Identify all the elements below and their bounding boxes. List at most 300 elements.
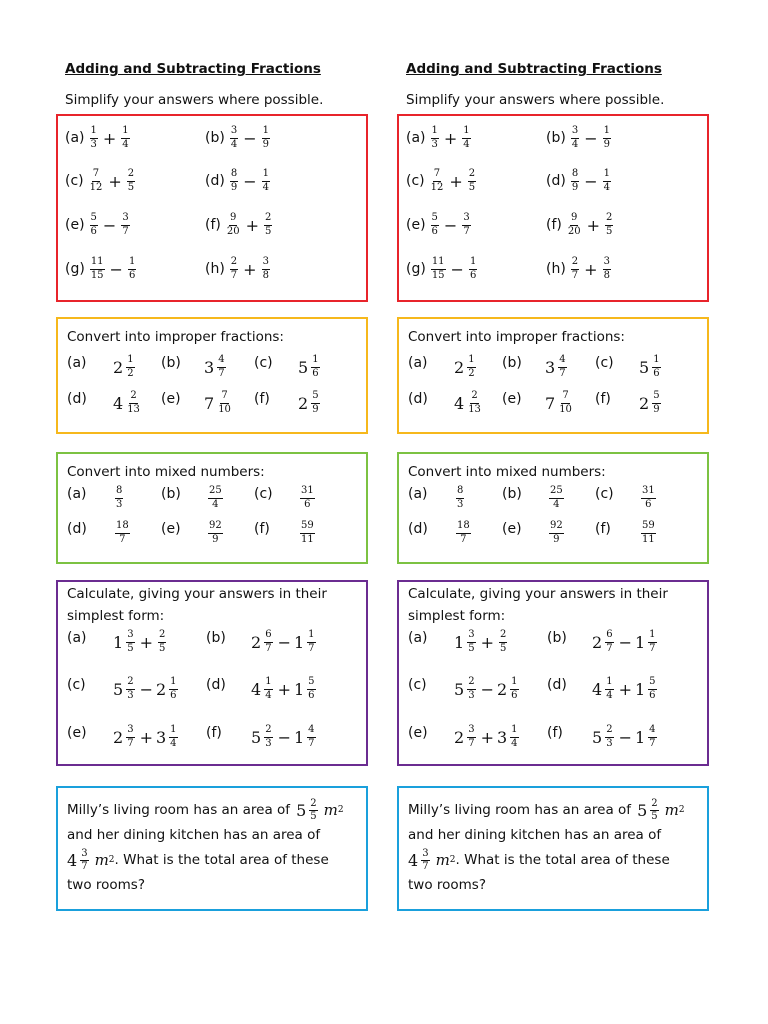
denominator: 4 [230, 138, 238, 150]
denominator: 4 [265, 689, 272, 701]
denominator: 6 [645, 498, 652, 510]
question-item [546, 169, 613, 193]
question-label: (d) [547, 677, 567, 693]
denominator: 10 [559, 403, 572, 415]
denominator: 4 [571, 138, 579, 150]
section-heading-line1: Calculate, giving your answers in their [408, 586, 668, 602]
denominator: 6 [511, 689, 518, 701]
unit-power: 2 [337, 805, 344, 815]
question-item [408, 391, 431, 407]
question-label: (d) [408, 391, 428, 407]
numerator: 1 [431, 126, 439, 139]
denominator: 4 [212, 498, 219, 510]
mixed-number [204, 355, 228, 379]
line3-text: . What is the total area of these [114, 852, 329, 868]
denominator: 4 [262, 181, 269, 193]
fraction [90, 213, 98, 237]
numerator: 3 [121, 213, 129, 226]
mixed-number [592, 725, 616, 749]
word-problem-line2: and her dining kitchen has an area of [67, 827, 321, 843]
denominator: 3 [265, 737, 272, 749]
denominator: 7 [119, 533, 126, 545]
whole-number: 2 [298, 393, 309, 413]
question-item [67, 630, 90, 646]
question-item [546, 257, 613, 281]
denominator: 2 [468, 367, 475, 379]
area2-fraction [421, 849, 429, 873]
numerator: 59 [641, 521, 656, 534]
whole-number: 2 [155, 679, 167, 699]
mixed-number [592, 677, 616, 701]
question-label: (e) [406, 217, 426, 233]
word-problem-line2: and her dining kitchen has an area of [408, 827, 662, 843]
question-item [161, 391, 184, 407]
question-label: (b) [502, 355, 522, 371]
whole-number: 2 [592, 632, 603, 652]
question-item [65, 257, 138, 281]
fraction [468, 169, 476, 193]
fraction [217, 355, 225, 379]
fraction [264, 725, 272, 749]
whole-number: 7 [545, 393, 556, 413]
whole-number: 1 [293, 679, 305, 699]
improper-fraction [639, 486, 658, 510]
question-item [406, 126, 473, 150]
improper-fraction [547, 486, 566, 510]
numerator: 92 [208, 521, 223, 534]
mixed-number [113, 725, 137, 749]
denominator: 13 [127, 403, 140, 415]
line1-text: Milly’s living room has an area of [67, 802, 291, 818]
denominator: 5 [265, 225, 272, 237]
denominator: 15 [90, 269, 104, 281]
area1-numerator: 2 [650, 799, 658, 812]
fraction [90, 257, 105, 281]
question-item [67, 725, 90, 741]
denominator: 7 [460, 533, 467, 545]
numerator: 18 [115, 521, 130, 534]
question-label: (c) [595, 355, 614, 371]
question-item [205, 257, 272, 281]
numerator: 1 [262, 169, 270, 182]
fraction [264, 213, 272, 237]
question-label: (e) [502, 521, 522, 537]
mixed-number [497, 725, 521, 749]
mixed-number [639, 391, 663, 415]
mixed-number [156, 677, 180, 701]
expression [251, 630, 318, 654]
section-heading: Convert into improper fractions: [408, 329, 625, 345]
operator: + [480, 632, 494, 652]
area2-numerator: 3 [421, 849, 429, 862]
mixed-number [251, 725, 275, 749]
whole-number: 4 [251, 679, 262, 699]
whole-number: 5 [113, 679, 124, 699]
fraction [230, 257, 238, 281]
fraction [121, 126, 129, 150]
question-item [502, 486, 525, 502]
area1-denominator: 5 [651, 811, 658, 822]
expression [592, 630, 659, 654]
area2-denominator: 7 [422, 861, 429, 872]
whole-number: 1 [634, 727, 646, 747]
denominator: 11 [301, 533, 314, 545]
mixed-number [497, 630, 509, 654]
denominator: 6 [304, 498, 311, 510]
numerator: 1 [262, 126, 270, 139]
question-item [161, 486, 184, 502]
mixed-number [113, 630, 137, 654]
question-label: (c) [595, 486, 614, 502]
question-label: (e) [161, 521, 181, 537]
numerator: 31 [641, 486, 656, 499]
numerator: 1 [605, 677, 613, 690]
fraction [641, 521, 656, 545]
question-item [408, 521, 431, 537]
operator: + [102, 128, 117, 148]
mixed-number [294, 725, 318, 749]
numerator: 5 [431, 213, 439, 226]
numerator: 2 [264, 725, 272, 738]
fraction [300, 521, 315, 545]
fraction [115, 486, 123, 510]
question-label: (c) [408, 677, 427, 693]
question-label: (e) [65, 217, 85, 233]
numerator: 2 [264, 213, 272, 226]
mixed-number [294, 630, 318, 654]
mixed-number [639, 355, 663, 379]
fraction [605, 630, 613, 654]
mixed-number [635, 630, 659, 654]
denominator: 4 [603, 181, 610, 193]
mixed-number [251, 677, 275, 701]
section-heading-line2: simplest form: [408, 608, 506, 624]
fraction [90, 126, 98, 150]
question-label: (b) [547, 630, 567, 646]
fraction [467, 391, 482, 415]
fraction [462, 213, 470, 237]
section-word-problem [56, 786, 368, 911]
fraction [567, 213, 582, 237]
fraction [262, 126, 270, 150]
expression [113, 630, 168, 654]
fraction [456, 521, 471, 545]
numerator: 25 [549, 486, 564, 499]
operator: − [277, 632, 291, 652]
question-item [67, 677, 89, 693]
question-label: (a) [406, 130, 426, 146]
denominator: 7 [649, 737, 656, 749]
question-item [254, 391, 273, 407]
denominator: 9 [212, 533, 219, 545]
question-label: (g) [65, 261, 85, 277]
fraction [648, 630, 656, 654]
numerator: 1 [169, 677, 177, 690]
operator: + [245, 215, 259, 235]
word-problem-text [67, 798, 367, 898]
word-problem-line4: two rooms? [67, 877, 146, 893]
mixed-number [204, 391, 234, 415]
word-problem-line4: two rooms? [408, 877, 487, 893]
expression [113, 725, 180, 749]
denominator: 7 [468, 737, 475, 749]
numerator: 3 [126, 630, 134, 643]
expression [592, 725, 659, 749]
word-problem-line3 [67, 848, 367, 873]
fraction [431, 126, 439, 150]
numerator: 1 [128, 257, 136, 270]
fraction [652, 391, 660, 415]
line1-text: Milly’s living room has an area of [408, 802, 632, 818]
denominator: 5 [468, 642, 475, 654]
operator: − [277, 727, 291, 747]
section-mixed [56, 452, 368, 564]
numerator: 11 [90, 257, 105, 270]
denominator: 3 [457, 498, 464, 510]
numerator: 18 [456, 521, 471, 534]
fraction [549, 521, 564, 545]
denominator: 6 [90, 225, 97, 237]
numerator: 5 [90, 213, 98, 226]
fraction [648, 725, 656, 749]
numerator: 7 [561, 391, 569, 404]
question-item [546, 213, 615, 237]
fraction [208, 521, 223, 545]
question-label: (f) [595, 521, 611, 537]
question-item [408, 630, 431, 646]
question-label: (e) [67, 725, 87, 741]
fraction [126, 725, 134, 749]
operator: − [243, 128, 257, 148]
question-item [205, 213, 274, 237]
operator: + [139, 727, 153, 747]
numerator: 8 [456, 486, 464, 499]
question-label: (c) [254, 355, 273, 371]
numerator: 1 [510, 677, 518, 690]
denominator: 4 [170, 737, 177, 749]
fraction [603, 126, 611, 150]
denominator: 3 [127, 689, 134, 701]
question-label: (f) [254, 391, 270, 407]
numerator: 4 [648, 725, 656, 738]
section-heading-line1: Calculate, giving your answers in their [67, 586, 327, 602]
section-mixed [397, 452, 709, 564]
question-item [67, 355, 90, 371]
whole-number: 3 [155, 727, 167, 747]
question-item [595, 391, 614, 407]
section-add-subtract [56, 114, 368, 302]
numerator: 5 [648, 677, 656, 690]
operator: − [443, 215, 458, 235]
section-add-subtract [397, 114, 709, 302]
section-calculate [56, 580, 368, 766]
question-item [254, 486, 276, 502]
question-label: (d) [67, 521, 87, 537]
numerator: 2 [571, 257, 579, 270]
fraction [126, 391, 141, 415]
section-heading: Convert into mixed numbers: [67, 464, 265, 480]
question-item [502, 521, 525, 537]
denominator: 6 [649, 689, 656, 701]
question-label: (h) [546, 261, 566, 277]
question-label: (f) [595, 391, 611, 407]
denominator: 6 [312, 367, 319, 379]
whole-number: 4 [592, 679, 603, 699]
mixed-number [251, 630, 275, 654]
denominator: 6 [170, 689, 177, 701]
fraction [603, 169, 611, 193]
numerator: 1 [126, 355, 134, 368]
fraction [128, 257, 136, 281]
fraction [169, 677, 177, 701]
fraction [549, 486, 564, 510]
whole-number: 5 [251, 727, 262, 747]
question-label: (a) [408, 355, 428, 371]
question-label: (d) [205, 173, 225, 189]
question-item [206, 725, 225, 741]
numerator: 2 [126, 677, 134, 690]
fraction [571, 169, 579, 193]
question-label: (f) [205, 217, 221, 233]
area2-fraction [80, 849, 88, 873]
section-heading-line2: simplest form: [67, 608, 165, 624]
fraction [311, 391, 319, 415]
question-item [406, 213, 473, 237]
question-label: (c) [406, 173, 425, 189]
mixed-number [454, 725, 478, 749]
fraction [126, 630, 134, 654]
numerator: 3 [230, 126, 238, 139]
area2 [67, 848, 115, 873]
question-label: (a) [67, 630, 87, 646]
worksheet-title: Adding and Subtracting Fractions [406, 61, 662, 77]
numerator: 31 [300, 486, 315, 499]
question-label: (a) [67, 486, 87, 502]
numerator: 2 [467, 677, 475, 690]
question-label: (f) [206, 725, 222, 741]
denominator: 9 [571, 181, 579, 193]
word-problem-line1 [67, 798, 367, 823]
operator: + [277, 679, 291, 699]
denominator: 7 [308, 642, 315, 654]
fraction [169, 725, 177, 749]
question-label: (b) [161, 486, 181, 502]
question-item [408, 677, 430, 693]
denominator: 9 [653, 403, 660, 415]
denominator: 7 [463, 225, 470, 237]
unit-power: 2 [678, 805, 685, 815]
question-label: (f) [254, 521, 270, 537]
denominator: 6 [431, 225, 438, 237]
operator: + [443, 128, 458, 148]
unit-power: 2 [108, 855, 115, 865]
fraction [127, 169, 135, 193]
unit: m [664, 801, 679, 819]
question-label: (d) [206, 677, 226, 693]
numerator: 3 [467, 630, 475, 643]
question-label: (a) [65, 130, 85, 146]
whole-number: 2 [113, 727, 124, 747]
mixed-number [454, 630, 478, 654]
numerator: 3 [603, 257, 611, 270]
improper-fraction [454, 486, 466, 510]
improper-fraction [639, 521, 658, 545]
section-heading: Convert into improper fractions: [67, 329, 284, 345]
numerator: 1 [652, 355, 660, 368]
fraction [558, 391, 573, 415]
fraction [262, 169, 270, 193]
expression [113, 677, 180, 701]
operator: + [449, 171, 463, 191]
denominator: 6 [308, 689, 315, 701]
question-item [595, 521, 614, 537]
denominator: 4 [463, 138, 470, 150]
numerator: 1 [169, 725, 177, 738]
fraction [307, 725, 315, 749]
whole-number: 3 [545, 357, 556, 377]
question-label: (e) [408, 725, 428, 741]
numerator: 3 [262, 257, 270, 270]
question-item [254, 355, 276, 371]
denominator: 3 [468, 689, 475, 701]
area1-whole: 5 [296, 801, 307, 820]
fraction [499, 630, 507, 654]
denominator: 20 [567, 225, 581, 237]
numerator: 1 [467, 355, 475, 368]
whole-number: 2 [639, 393, 650, 413]
numerator: 9 [229, 213, 237, 226]
denominator: 15 [431, 269, 445, 281]
question-label: (b) [161, 355, 181, 371]
worksheet-subtitle: Simplify your answers where possible. [65, 92, 324, 108]
denominator: 5 [127, 642, 134, 654]
question-label: (f) [546, 217, 562, 233]
mixed-number [113, 355, 137, 379]
question-item [595, 355, 617, 371]
question-item [408, 355, 431, 371]
numerator: 3 [467, 725, 475, 738]
question-item [65, 126, 132, 150]
question-item [206, 677, 229, 693]
fraction [510, 725, 518, 749]
denominator: 6 [128, 269, 136, 281]
improper-fraction [113, 486, 125, 510]
fraction [230, 169, 238, 193]
fraction [126, 677, 134, 701]
fraction [605, 213, 613, 237]
numerator: 4 [558, 355, 566, 368]
denominator: 9 [603, 138, 610, 150]
fraction [264, 630, 272, 654]
numerator: 2 [230, 257, 238, 270]
question-label: (a) [408, 486, 428, 502]
question-label: (b) [205, 130, 225, 146]
expression [251, 677, 318, 701]
denominator: 20 [226, 225, 240, 237]
numerator: 5 [311, 391, 319, 404]
mixed-number [294, 677, 318, 701]
improper-fraction [547, 521, 566, 545]
fraction [262, 257, 270, 281]
denominator: 3 [431, 138, 438, 150]
numerator: 92 [549, 521, 564, 534]
fraction [226, 213, 241, 237]
numerator: 8 [571, 169, 579, 182]
mixed-number [113, 677, 137, 701]
question-label: (d) [546, 173, 566, 189]
line3-text: . What is the total area of these [455, 852, 670, 868]
fraction [217, 391, 232, 415]
